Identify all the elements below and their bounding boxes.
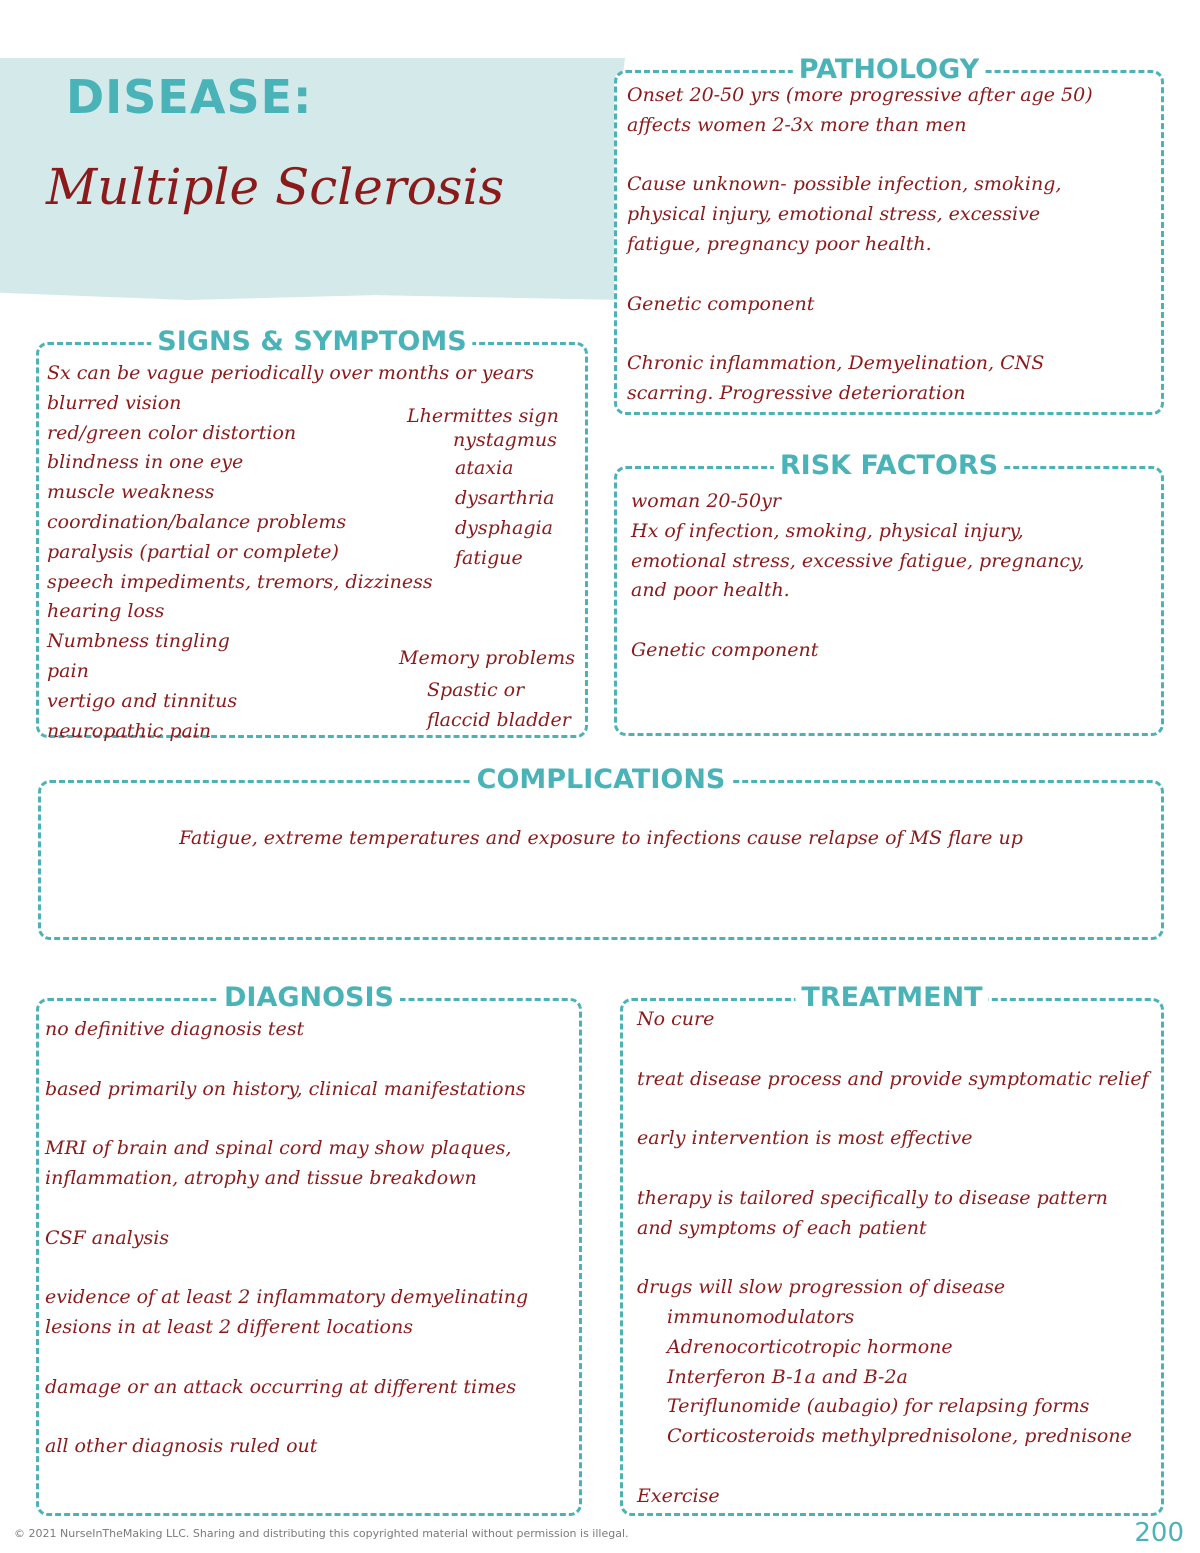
signs-symptoms-title: SIGNS & SYMPTOMS [151,323,472,361]
diagnosis-line: evidence of at least 2 inflammatory demyelinating [45,1286,529,1309]
diagnosis-line [45,1045,571,1075]
pathology-line: fatigue, pregnancy poor health. [627,232,932,255]
pathology-line: scarring. Progressive deterioration [627,381,966,404]
symptom-item: red/green color distortion [47,421,297,444]
pathology-line: Cause unknown- possible infection, smoking, [627,173,1062,196]
treatment-drug: Interferon B-1a and B-2a [667,1365,908,1388]
symptom-item: paralysis (partial or complete) [47,540,339,563]
disease-label: DISEASE: [66,70,313,124]
treatment-line: therapy is tailored specifically to disease pattern [637,1186,1108,1209]
diagnosis-line: CSF analysis [45,1226,170,1249]
treatment-line [637,1452,1153,1482]
risk-line: woman 20-50yr [631,490,781,512]
symptom-item: dysarthria [455,487,555,509]
diagnosis-box [36,982,582,1516]
treatment-drug: Corticosteroids methylprednisolone, prednisone [667,1425,1132,1448]
symptom-item: muscle weakness [47,481,215,504]
treatment-line [637,1243,1153,1273]
pathology-title: PATHOLOGY [793,51,985,89]
symptom-item: vertigo and tinnitus [47,689,238,712]
diagnosis-text [45,1015,571,1462]
diagnosis-line [45,1194,571,1224]
complications-title: COMPLICATIONS [471,761,732,799]
treatment-line: treat disease process and provide symptomatic relief [637,1067,1149,1090]
diagnosis-line: inflammation, atrophy and tissue breakdown [45,1166,477,1189]
page-number: 200 [1134,1518,1184,1548]
risk-factors-title: RISK FACTORS [774,447,1004,485]
treatment-line: drugs will slow progression of disease [637,1276,1006,1299]
symptom-item: blurred vision [47,391,182,414]
complications-box [38,764,1164,940]
risk-line: Hx of infection, smoking, physical injury, [631,519,1024,542]
diagnosis-line [45,1253,571,1283]
pathology-line: Chronic inflammation, Demyelination, CNS [627,352,1045,375]
symptom-item: fatigue [455,547,523,569]
treatment-drug: immunomodulators [667,1305,855,1328]
symptom-item: nystagmus [453,429,557,451]
complications-text: Fatigue, extreme temperatures and exposure to infections cause relapse of MS flare up [179,827,1023,849]
symptom-item: coordination/balance problems [47,510,347,533]
risk-line: emotional stress, excessive fatigue, pregnancy, [631,549,1085,572]
symptom-item: Lhermittes sign [407,405,559,427]
symptom-item: dysphagia [455,517,553,539]
diagnosis-line: based primarily on history, clinical manifestations [45,1077,526,1100]
symptom-item: Sx can be vague periodically over months or years [47,362,534,384]
pathology-line [627,260,1153,290]
diagnosis-line: no definitive diagnosis test [45,1018,305,1040]
disease-name: Multiple Sclerosis [46,158,505,216]
treatment-line: early intervention is most effective [637,1127,973,1150]
diagnosis-line: all other diagnosis ruled out [45,1435,318,1458]
symptom-item: Spastic or [427,679,525,701]
pathology-line [627,141,1153,171]
treatment-line: No cure [637,1008,715,1030]
treatment-line [637,1154,1153,1184]
symptom-item: ataxia [455,457,514,479]
treatment-text [637,1005,1153,1512]
pathology-line [627,319,1153,349]
pathology-box [614,54,1164,415]
diagnosis-line: damage or an attack occurring at different times [45,1375,517,1398]
treatment-box [620,982,1164,1516]
risk-line: and poor health. [631,579,790,602]
diagnosis-title: DIAGNOSIS [218,979,400,1017]
diagnosis-line [45,1343,571,1373]
symptom-item: flaccid bladder [427,709,571,731]
pathology-line: affects women 2-3x more than men [627,113,967,136]
treatment-title: TREATMENT [795,979,988,1017]
risk-factors-text [631,487,1153,666]
diagnosis-line: lesions in at least 2 different locations [45,1315,413,1338]
symptom-item: blindness in one eye [47,451,244,474]
diagnosis-line [45,1104,571,1134]
symptom-item: Numbness tingling [47,630,230,653]
diagnosis-line [45,1402,571,1432]
diagnosis-line: MRI of brain and spinal cord may show plaques, [45,1137,512,1160]
treatment-line [637,1035,1153,1065]
treatment-line: Exercise [637,1484,720,1507]
treatment-line: and symptoms of each patient [637,1216,927,1239]
symptom-item: pain [47,659,89,682]
risk-line [631,606,1153,636]
signs-symptoms-box [36,326,588,742]
pathology-line: Genetic component [627,292,815,315]
risk-factors-box [614,450,1164,736]
pathology-line: physical injury, emotional stress, excessive [627,203,1041,226]
symptom-item: speech impediments, tremors, dizziness [47,570,433,593]
copyright-notice: © 2021 NurseInTheMaking LLC. Sharing and distributing this copyrighted material without permission is illegal. [14,1527,629,1540]
symptom-item: Memory problems [399,647,575,669]
treatment-line [637,1094,1153,1124]
pathology-line: Onset 20-50 yrs (more progressive after age 50) [627,84,1093,106]
symptom-item: neuropathic pain [47,719,212,742]
treatment-drug: Teriflunomide (aubagio) for relapsing forms [667,1395,1090,1418]
pathology-text [627,81,1153,409]
treatment-drug: Adrenocorticotropic hormone [667,1335,953,1358]
symptom-item: hearing loss [47,600,165,623]
risk-line: Genetic component [631,638,819,661]
